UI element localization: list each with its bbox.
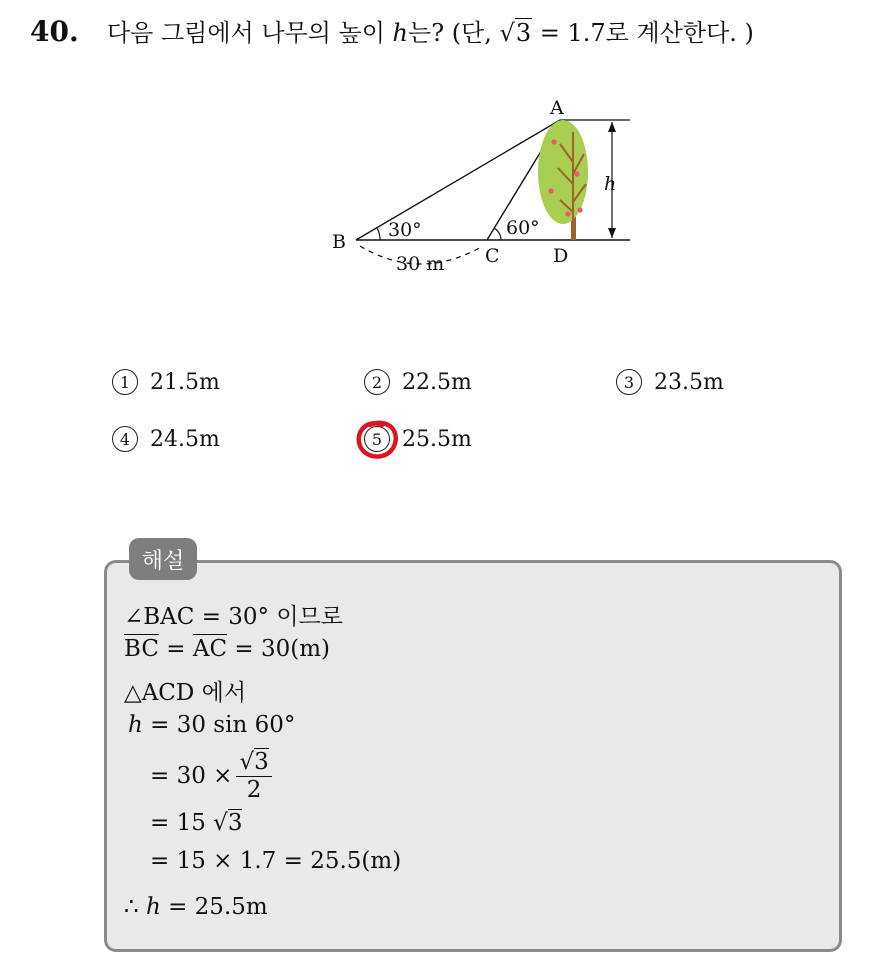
choice-2[interactable] — [364, 369, 472, 395]
arrow-head-top — [608, 122, 616, 132]
choice-number: 3 — [616, 369, 642, 395]
choice-value: 21.5m — [150, 369, 220, 395]
choice-value: 23.5m — [654, 369, 724, 395]
choice-number: 4 — [112, 426, 138, 452]
var-h: h — [145, 894, 161, 920]
line-5-prefix: = 30 × — [150, 762, 233, 789]
line-4-rest: = 30 sin 60° — [142, 712, 296, 738]
line-6-prefix: = 15 — [150, 810, 206, 836]
explanation-line-1: ∠BAC = 30° 이므로 — [124, 604, 344, 630]
question-text-before: 다음 그림에서 나무의 높이 — [106, 19, 385, 47]
explanation-line-6 — [150, 810, 242, 836]
sqrt-sign: √ — [499, 19, 515, 47]
explanation-line-7: = 15 × 1.7 = 25.5(m) — [150, 848, 402, 874]
sqrt-sign: √ — [213, 810, 228, 836]
label-b: B — [332, 231, 346, 253]
sqrt-arg: 3 — [515, 19, 532, 47]
distance-label: 30 m — [396, 253, 445, 275]
choice-number: 5 — [364, 426, 390, 452]
explanation-line-3: △ACD 에서 — [124, 680, 247, 706]
var-h: h — [128, 712, 143, 738]
segment-value: = 30(m) — [227, 636, 330, 662]
answer-mark-icon — [354, 417, 402, 463]
explanation-line-8 — [124, 894, 268, 920]
question-text-end: = 1.7로 계산한다. ) — [539, 19, 754, 47]
question-text-after: 는? (단, — [408, 19, 492, 47]
choice-1[interactable] — [112, 369, 220, 395]
question-number: 40. — [30, 15, 79, 48]
angle-c-label: 60° — [506, 217, 540, 239]
choice-value: 22.5m — [402, 369, 472, 395]
angle-arc-c — [494, 228, 501, 240]
label-c: C — [485, 245, 500, 267]
angle-b-label: 30° — [388, 219, 422, 241]
choice-number: 1 — [112, 369, 138, 395]
tree-figure — [320, 92, 640, 282]
label-a: A — [550, 97, 564, 119]
angle-arc-b — [377, 228, 380, 240]
question-text — [107, 19, 754, 47]
line-8-rest: = 25.5m — [160, 894, 268, 920]
explanation-line-2 — [124, 636, 330, 662]
explanation-line-5 — [150, 748, 272, 803]
sqrt-arg: 3 — [254, 749, 269, 775]
figure-svg — [320, 92, 640, 282]
equals-sign: = — [158, 636, 193, 662]
question-variable: h — [392, 19, 409, 47]
label-d: D — [553, 245, 569, 267]
segment-bc: BC — [124, 636, 159, 662]
height-label: h — [604, 173, 617, 195]
explanation-line-4 — [128, 712, 295, 738]
question-header — [30, 14, 754, 51]
arrow-head-bottom — [608, 228, 616, 238]
choice-value: 25.5m — [402, 426, 472, 452]
choice-3[interactable] — [616, 369, 724, 395]
fraction-numerator — [236, 748, 271, 777]
therefore-sign: ∴ — [124, 894, 146, 920]
choice-value: 24.5m — [150, 426, 220, 452]
choice-4[interactable] — [112, 426, 220, 452]
fraction — [236, 748, 271, 803]
sqrt-sign: √ — [239, 749, 255, 775]
sqrt-three — [500, 15, 533, 51]
segment-ac: AC — [192, 636, 228, 662]
choice-number: 2 — [364, 369, 390, 395]
tree-icon — [538, 120, 588, 240]
fraction-denominator: 2 — [246, 777, 262, 803]
explanation-tag: 해설 — [129, 538, 197, 580]
sqrt-arg: 3 — [227, 810, 243, 836]
